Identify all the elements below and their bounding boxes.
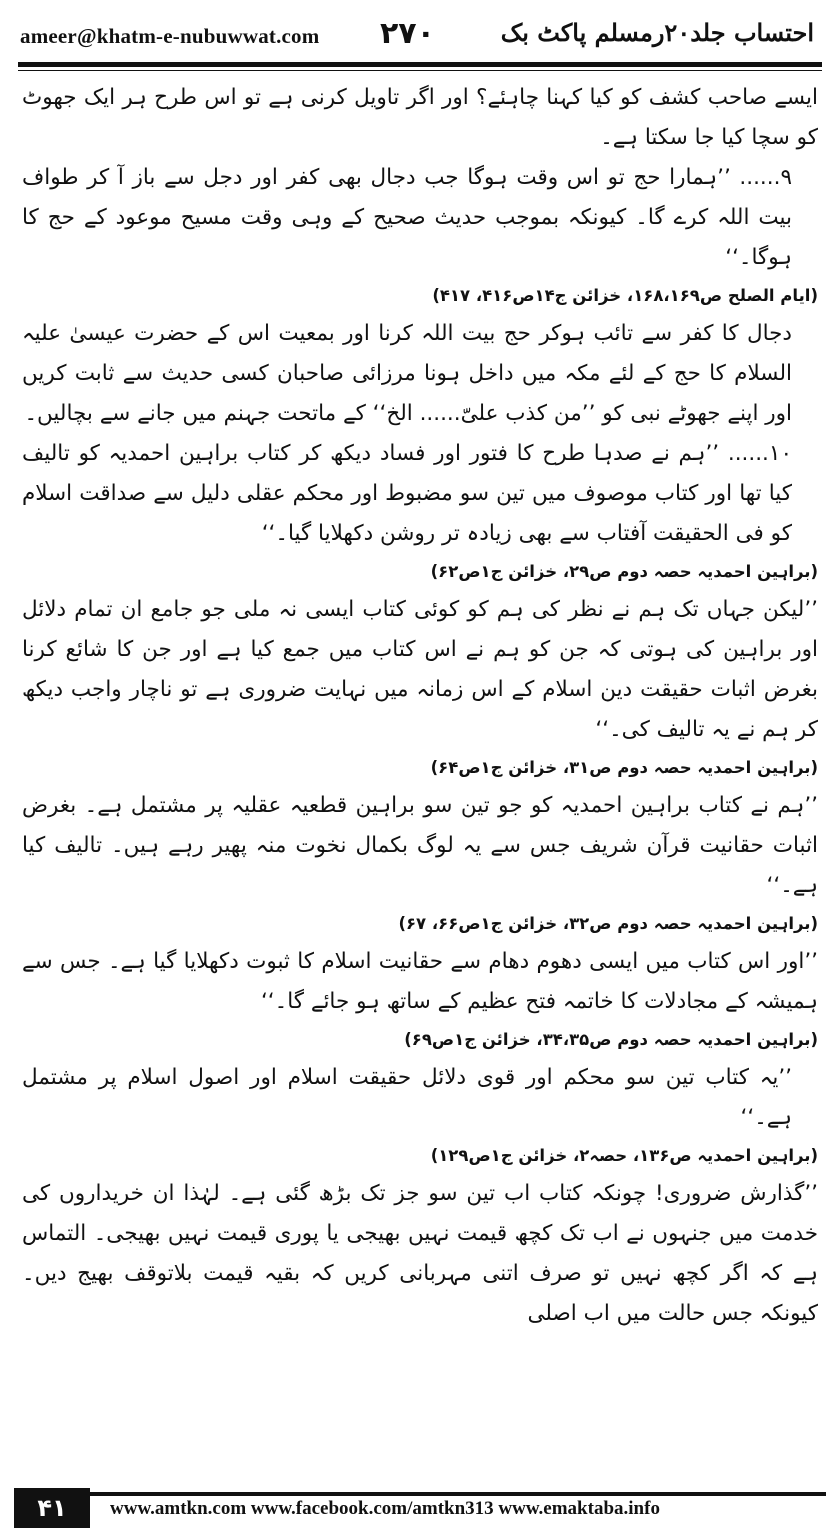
reference-2: (براہین احمدیہ حصہ دوم ص۲۹، خزائن ج۱ص۶۲) (430, 562, 818, 581)
reference-6: (براہین احمدیہ ص۱۳۶، حصہ۲، خزائن ج۱ص۱۲۹) (430, 1146, 818, 1165)
header-email: ameer@khatm-e-nubuwwat.com (20, 24, 320, 48)
page-body (22, 78, 818, 1478)
footer-page-number: ۴۱ (14, 1488, 90, 1528)
paragraph-quote-barahin-2: ’’ہم نے کتاب براہین احمدیہ کو جو تین سو براہین قطعیہ عقلیہ پر مشتمل ہے۔ بغرض اثبات حقانیت قرآن شریف جس سے یہ لوگ بکمال نخوت منہ پھیر رہے ہیں۔ تالیف کیا ہے۔‘‘ (22, 793, 818, 898)
page-footer (14, 1488, 826, 1528)
reference-3: (براہین احمدیہ حصہ دوم ص۳۱، خزائن ج۱ص۶۴) (430, 758, 818, 777)
page-header (20, 10, 820, 58)
header-thin-rule (18, 70, 822, 71)
paragraph-quote-9: ۹...... ’’ہمارا حج تو اس وقت ہوگا جب دجال بھی کفر اور دجل سے باز آ کر طواف بیت اللہ کرے گا۔ کیونکہ بموجب حدیث صحیح کے وہی وقت مسیح موعود کے حج کا ہوگا۔‘‘ (22, 165, 792, 270)
paragraph-quote-barahin-4: ’’یہ کتاب تین سو محکم اور قوی دلائل حقیقت اسلام اور اصول اسلام پر مشتمل ہے۔‘‘ (22, 1065, 792, 1130)
reference-1: (ایام الصلح ص۱۶۸،۱۶۹، خزائن ج۱۴ص۴۱۶، ۴۱۷) (432, 286, 818, 305)
paragraph-quote-10: ۱۰...... ’’ہم نے صدہا طرح کا فتور اور فساد دیکھ کر کتاب براہین احمدیہ کو تالیف کیا تھا اور کتاب موصوف میں تین سو مضبوط اور محکم عقلی دلیل سے صداقت اسلام کو فی الحقیقت آفتاب سے بھی زیادہ تر روشن دکھلایا گیا۔‘‘ (22, 441, 792, 546)
footer-rule (90, 1492, 826, 1496)
header-page-number: ۲۷۰ (380, 16, 435, 51)
header-thick-rule (18, 62, 822, 67)
footer-links: www.amtkn.com www.facebook.com/amtkn313 www.emaktaba.info (110, 1498, 660, 1519)
reference-4: (براہین احمدیہ حصہ دوم ص۳۲، خزائن ج۱ص۶۶، ۶۷) (398, 914, 818, 933)
paragraph-1: ایسے صاحب کشف کو کیا کہنا چاہئے؟ اور اگر تاویل کرنی ہے تو اس طرح ہر ایک جھوٹ کو سچا کیا جا سکتا ہے۔ (22, 85, 818, 150)
paragraph-notice: ’’گذارش ضروری! چونکہ کتاب اب تین سو جز تک بڑھ گئی ہے۔ لہٰذا ان خریداروں کی خدمت میں جنہوں نے اب تک کچھ قیمت نہیں بھیجی یا پوری قیمت نہیں بھیجی۔ التماس ہے کہ اگر کچھ نہیں تو صرف اتنی مہربانی کریں کہ بقیہ قیمت بلاتوقف بھیج دیں۔ کیونکہ جس حالت میں اب اصلی (22, 1181, 818, 1326)
header-title: احتساب جلد۲۰رمسلم پاکٹ بک (500, 18, 814, 47)
paragraph-commentary: دجال کا کفر سے تائب ہوکر حج بیت اللہ کرنا اور بمعیت اس کے حضرت عیسیٰ علیہ السلام کا حج کے لئے مکہ میں داخل ہونا مرزائی صاحبان کسی حدیث سے ثابت کریں اور اپنے جھوٹے نبی کو ’’من کذب علیّ...... الخ‘‘ کے ماتحت جہنم میں جانے سے بچالیں۔ (22, 321, 792, 426)
paragraph-quote-barahin-1: ’’لیکن جہاں تک ہم نے نظر کی ہم کو کوئی کتاب ایسی نہ ملی جو جامع ان تمام دلائل اور براہین کی ہوتی کہ جن کو ہم نے اس کتاب میں جمع کیا ہے اور جن کا شائع کرنا بغرض اثبات حقیقت دین اسلام کے اس زمانہ میں نہایت ضروری ہے تو ناچار واجب دیکھ کر ہم نے یہ تالیف کی۔‘‘ (22, 597, 818, 742)
paragraph-quote-barahin-3: ’’اور اس کتاب میں ایسی دھوم دھام سے حقانیت اسلام کا ثبوت دکھلایا گیا ہے۔ جس سے ہمیشہ کے مجادلات کا خاتمہ فتح عظیم کے ساتھ ہو جائے گا۔‘‘ (22, 949, 818, 1014)
reference-5: (براہین احمدیہ حصہ دوم ص۳۴،۳۵، خزائن ج۱ص۶۹) (404, 1030, 818, 1049)
